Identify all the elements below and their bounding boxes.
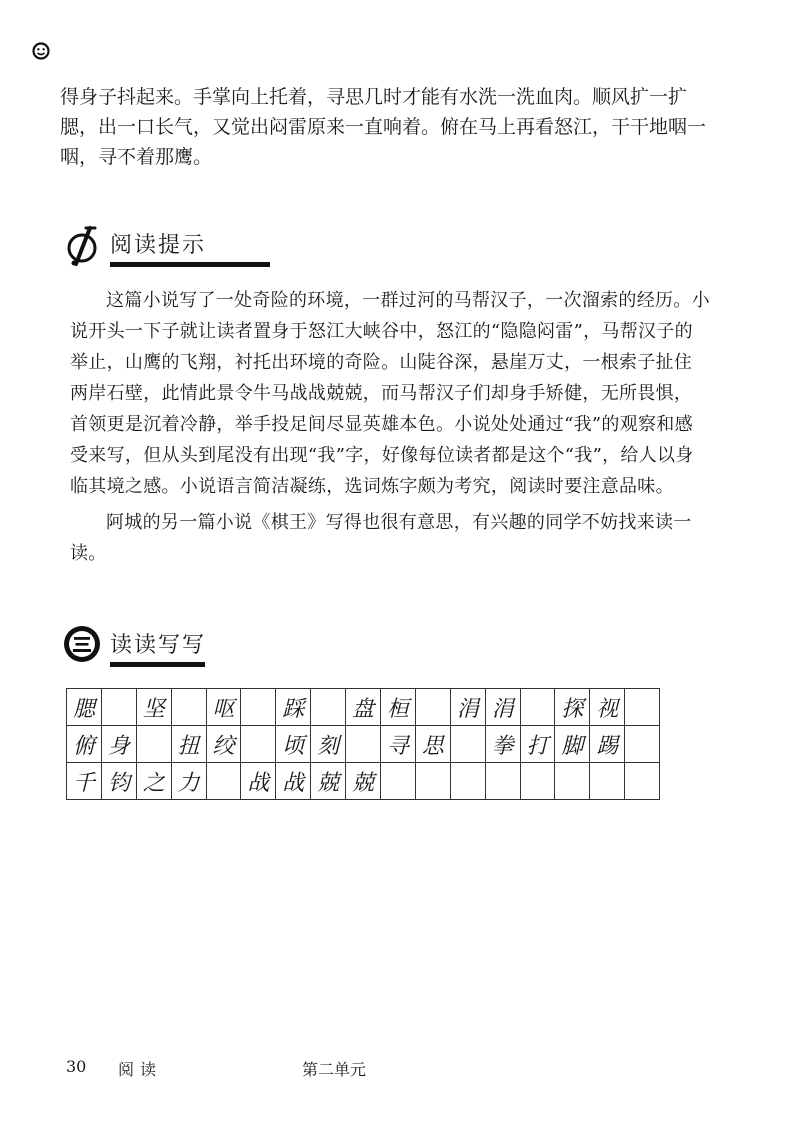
vocab-cell (625, 689, 660, 726)
vocab-cell: 兢 (311, 763, 346, 800)
page-number: 30 (66, 1057, 87, 1076)
vocab-cell (415, 763, 450, 800)
vocab-cell: 打 (520, 726, 555, 763)
vocab-cell (520, 689, 555, 726)
vocab-cell (485, 763, 520, 800)
vocab-cell (171, 689, 206, 726)
vocab-cell: 俯 (67, 726, 102, 763)
vocab-cell (206, 763, 241, 800)
vocab-cell: 呕 (206, 689, 241, 726)
vocab-cell: 坚 (136, 689, 171, 726)
vocab-cell (625, 726, 660, 763)
reading-tips-icon (62, 224, 106, 268)
vocab-cell (415, 689, 450, 726)
vocab-cell (101, 689, 136, 726)
reading-tips-underline (110, 262, 270, 267)
vocab-cell: 桓 (381, 689, 416, 726)
vocab-cell (590, 763, 625, 800)
vocab-cell (136, 726, 171, 763)
vocab-cell: 思 (415, 726, 450, 763)
section-three-icon (62, 624, 106, 668)
reading-tips-paragraph: 阿城的另一篇小说《棋王》写得也很有意思，有兴趣的同学不妨找来读一读。 (70, 512, 692, 564)
vocab-cell (625, 763, 660, 800)
vocab-cell: 战 (241, 763, 276, 800)
vocab-cell: 钧 (101, 763, 136, 800)
vocab-cell: 扭 (171, 726, 206, 763)
vocab-cell (241, 726, 276, 763)
vocab-cell: 战 (276, 763, 311, 800)
vocab-cell: 之 (136, 763, 171, 800)
reading-tips-title: 阅读提示 (110, 233, 207, 258)
vocab-cell: 盘 (346, 689, 381, 726)
vocab-cell (241, 689, 276, 726)
smiley-icon (31, 41, 51, 61)
reading-tips-body (70, 285, 710, 569)
vocab-cell: 兢 (346, 763, 381, 800)
vocab-cell (450, 726, 485, 763)
vocab-cell: 顷 (276, 726, 311, 763)
vocab-cell: 腮 (67, 689, 102, 726)
read-write-underline (110, 662, 205, 667)
vocab-cell: 涓 (485, 689, 520, 726)
vocab-cell (311, 689, 346, 726)
vocab-cell: 寻 (381, 726, 416, 763)
vocab-cell: 涓 (450, 689, 485, 726)
vocab-cell (555, 763, 590, 800)
vocab-cell: 绞 (206, 726, 241, 763)
vocab-cell: 身 (101, 726, 136, 763)
vocab-cell (520, 763, 555, 800)
vocab-cell (381, 763, 416, 800)
vocab-cell: 视 (590, 689, 625, 726)
story-ending-paragraph: 得身子抖起来。手掌向上托着，寻思几时才能有水洗一洗血肉。顺风扩一扩腮，出一口长气，又觉出闷雷原来一直响着。俯在马上再看怒江，干干地咽一咽，寻不着那鹰。 (60, 86, 707, 168)
unit-label: 第二单元 (302, 1060, 367, 1079)
vocabulary-row (67, 763, 660, 800)
vocab-cell (450, 763, 485, 800)
vocab-cell: 千 (67, 763, 102, 800)
read-write-title: 读读写写 (110, 633, 207, 658)
vocab-cell: 脚 (555, 726, 590, 763)
vocabulary-row (67, 726, 660, 763)
vocabulary-row (67, 689, 660, 726)
vocab-cell: 力 (171, 763, 206, 800)
vocab-cell: 刻 (311, 726, 346, 763)
vocab-cell: 踩 (276, 689, 311, 726)
book-label: 阅读 (118, 1060, 163, 1079)
vocabulary-grid (66, 688, 660, 800)
vocab-cell: 探 (555, 689, 590, 726)
vocab-cell: 拳 (485, 726, 520, 763)
vocab-cell: 踢 (590, 726, 625, 763)
vocab-cell (346, 726, 381, 763)
reading-tips-paragraph: 这篇小说写了一处奇险的环境，一群过河的马帮汉子，一次溜索的经历。小说开头一下子就让读者置身于怒江大峡谷中，怒江的“隐隐闷雷”，马帮汉子的举止，山鹰的飞翔，衬托出环境的奇险。山陡谷深，悬崖万丈，一根索子扯住两岸石壁，此情此景令牛马战战兢兢，而马帮汉子们却身手矫健，无所畏惧，首领更是沉着冷静，举手投足间尽显英雄本色。小说处处通过“我”的观察和感受来写，但从头到尾没有出现“我”字，好像每位读者都是这个“我”，给人以身临其境之感。小说语言简洁凝练，选词炼字颇为考究，阅读时要注意品味。 (70, 290, 710, 497)
